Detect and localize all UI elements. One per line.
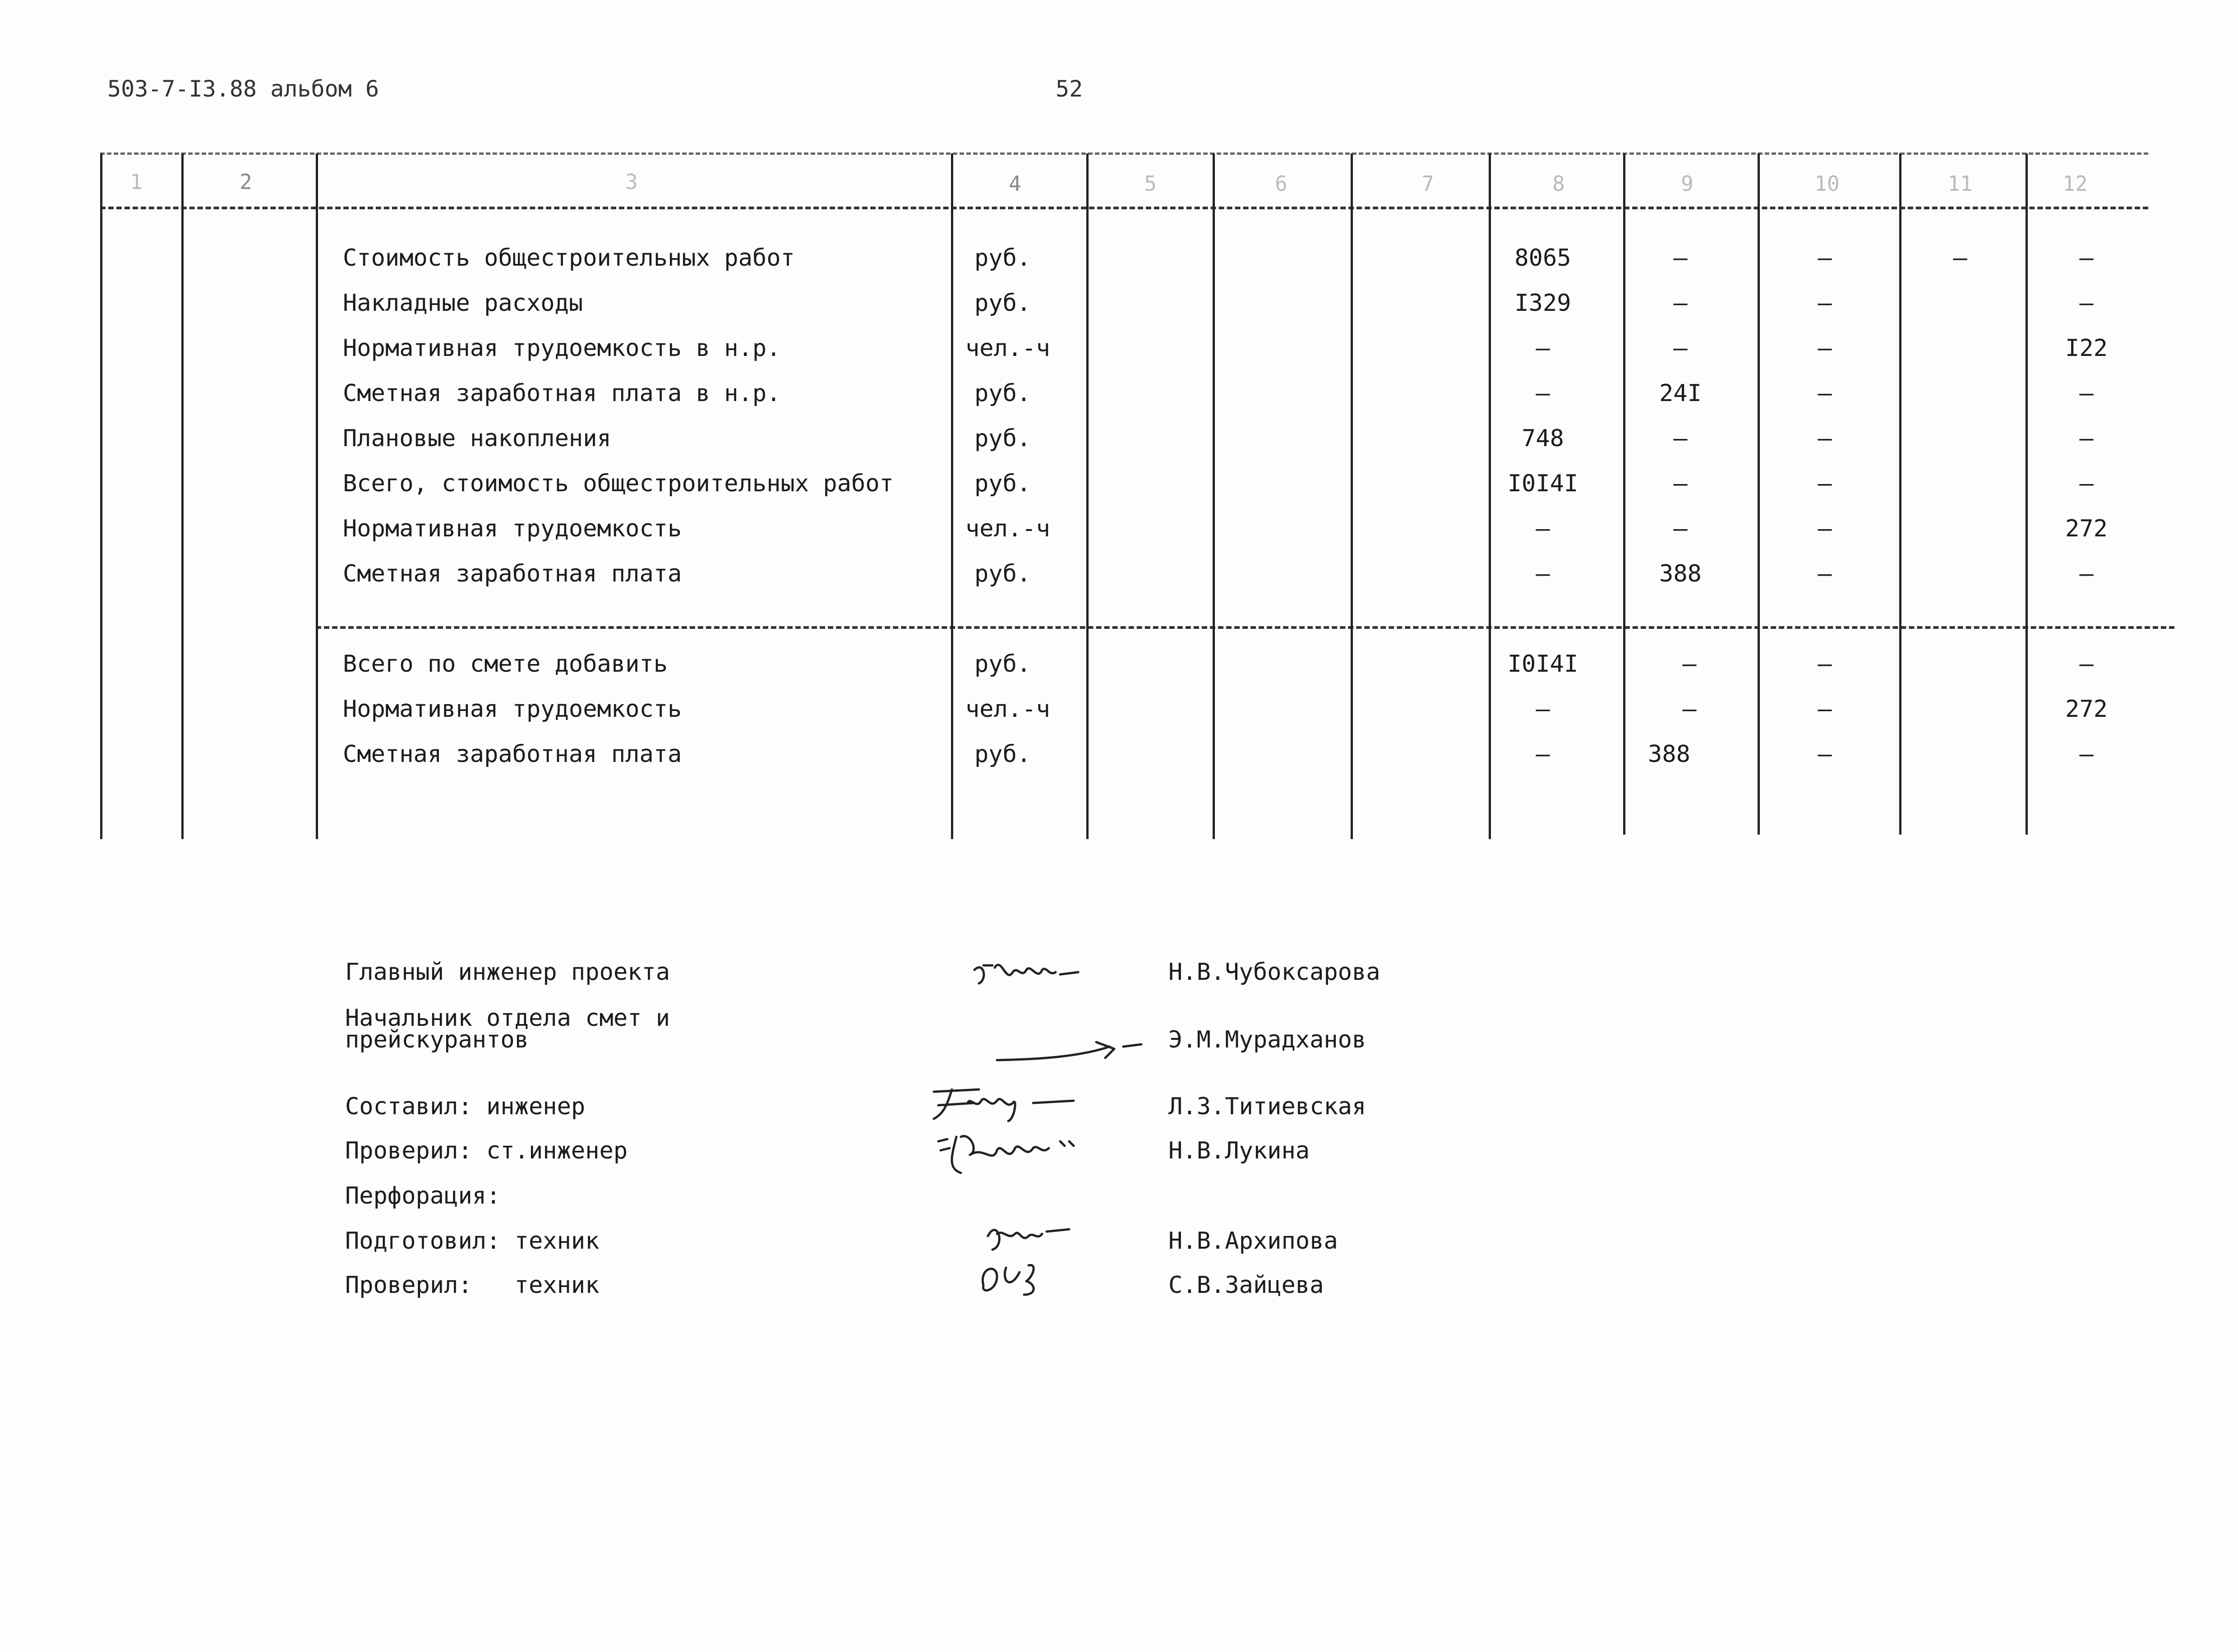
row-col10: –	[1818, 515, 1832, 542]
col-number-10: 10	[1814, 171, 1840, 196]
row-name: Накладные расходы	[343, 290, 583, 317]
signatory-role-line2: прейскурантов	[345, 1026, 529, 1053]
row-unit: руб.	[974, 425, 1031, 452]
handwritten-signature-4	[929, 1123, 1101, 1182]
row-unit: руб.	[974, 560, 1031, 587]
signatory-role: Главный инженер проекта	[345, 959, 670, 986]
row-unit: руб.	[974, 380, 1031, 407]
row-col10: –	[1818, 696, 1832, 723]
row-col8: 8065	[1514, 245, 1571, 272]
row-name: Всего по смете добавить	[343, 651, 668, 678]
row-col9: –	[1673, 290, 1688, 317]
col-line-9	[1623, 153, 1625, 835]
row-col9: 388	[1659, 560, 1702, 587]
row-col8: 748	[1522, 425, 1564, 452]
row-col12: –	[2079, 741, 2094, 768]
row-name: Нормативная трудоемкость	[343, 515, 682, 542]
signatory-name: Н.В.Лукина	[1168, 1137, 1310, 1164]
row-col9: 24I	[1659, 380, 1702, 407]
signatory-role: Начальник отдела смет и	[345, 1005, 670, 1032]
row-col12: –	[2079, 245, 2094, 272]
handwritten-signature-3	[925, 1078, 1096, 1128]
row-unit: чел.-ч	[965, 335, 1050, 362]
row-name: Нормативная трудоемкость	[343, 696, 682, 723]
row-col10: –	[1818, 560, 1832, 587]
signatory-name: Н.В.Чубоксарова	[1168, 959, 1380, 986]
document-code: 503-7-I3.88 альбом 6	[107, 76, 379, 102]
row-unit: чел.-ч	[965, 696, 1050, 723]
row-col12: 272	[2065, 515, 2108, 542]
row-name: Стоимость общестроительных работ	[343, 245, 795, 272]
signatory-role: Составил: инженер	[345, 1093, 586, 1120]
row-col10: –	[1818, 651, 1832, 678]
col-line-7	[1351, 153, 1353, 839]
col-line-4	[951, 153, 953, 839]
row-name: Сметная заработная плата в н.р.	[343, 380, 781, 407]
row-col9: –	[1673, 335, 1688, 362]
signatory-role: Перфорация:	[345, 1182, 501, 1209]
col-number-4: 4	[1009, 171, 1021, 196]
row-col12: –	[2079, 470, 2094, 497]
row-unit: руб.	[974, 741, 1031, 768]
row-name: Всего, стоимость общестроительных работ	[343, 470, 894, 497]
table-top-border	[100, 152, 2148, 155]
page-number: 52	[1056, 76, 1083, 102]
row-col8: –	[1536, 515, 1550, 542]
row-col9: –	[1682, 651, 1697, 678]
handwritten-signature-5	[970, 1209, 1096, 1299]
handwritten-signature-1	[970, 952, 1105, 1001]
signatory-role: Проверил: техник	[345, 1272, 600, 1299]
signatory-name: Н.В.Архипова	[1168, 1227, 1338, 1255]
col-line-2	[181, 153, 184, 839]
col-number-1: 1	[130, 170, 143, 194]
col-number-11: 11	[1947, 171, 1973, 196]
col-number-3: 3	[625, 170, 638, 194]
row-col11: –	[1953, 245, 1967, 272]
row-col9: –	[1673, 470, 1688, 497]
col-line-11	[1899, 153, 1901, 835]
row-col10: –	[1818, 380, 1832, 407]
handwritten-signature-2	[992, 1024, 1155, 1069]
row-col9: 388	[1648, 741, 1690, 768]
row-col10: –	[1818, 425, 1832, 452]
signatory-name: Э.М.Мурадханов	[1168, 1026, 1366, 1053]
col-line-8	[1489, 153, 1491, 839]
row-col12: –	[2079, 560, 2094, 587]
col-number-8: 8	[1552, 171, 1565, 196]
col-number-5: 5	[1144, 171, 1157, 196]
row-col10: –	[1818, 741, 1832, 768]
row-col10: –	[1818, 290, 1832, 317]
row-col10: –	[1818, 245, 1832, 272]
col-line-12	[2026, 153, 2028, 835]
row-col9: –	[1682, 696, 1697, 723]
row-col8: –	[1536, 560, 1550, 587]
row-col8: –	[1536, 741, 1550, 768]
col-number-9: 9	[1681, 171, 1693, 196]
row-col8: I0I4I	[1507, 470, 1578, 497]
col-line-5	[1086, 153, 1089, 839]
row-col12: 272	[2065, 696, 2108, 723]
row-col8: –	[1536, 335, 1550, 362]
row-col12: I22	[2065, 335, 2108, 362]
row-name: Сметная заработная плата	[343, 560, 682, 587]
row-name: Сметная заработная плата	[343, 741, 682, 768]
row-col9: –	[1673, 425, 1688, 452]
signatory-role: Подготовил: техник	[345, 1227, 600, 1255]
row-col9: –	[1673, 515, 1688, 542]
col-number-12: 12	[2063, 171, 2088, 196]
row-col8: I0I4I	[1507, 651, 1578, 678]
row-unit: руб.	[974, 470, 1031, 497]
col-number-7: 7	[1421, 171, 1434, 196]
row-col12: –	[2079, 425, 2094, 452]
row-col9: –	[1673, 245, 1688, 272]
row-col8: –	[1536, 380, 1550, 407]
col-line-1	[100, 153, 102, 839]
row-name: Нормативная трудоемкость в н.р.	[343, 335, 781, 362]
col-number-2: 2	[240, 170, 252, 194]
col-number-6: 6	[1275, 171, 1287, 196]
row-col12: –	[2079, 290, 2094, 317]
row-name: Плановые накопления	[343, 425, 611, 452]
row-unit: руб.	[974, 245, 1031, 272]
signatory-role: Проверил: ст.инженер	[345, 1137, 628, 1164]
row-col10: –	[1818, 335, 1832, 362]
row-col8: I329	[1514, 290, 1571, 317]
row-col12: –	[2079, 380, 2094, 407]
row-col8: –	[1536, 696, 1550, 723]
row-unit: руб.	[974, 290, 1031, 317]
row-col12: –	[2079, 651, 2094, 678]
section-separator	[316, 626, 2174, 629]
row-unit: чел.-ч	[965, 515, 1050, 542]
row-col10: –	[1818, 470, 1832, 497]
row-unit: руб.	[974, 651, 1031, 678]
signatory-name: Л.З.Титиевская	[1168, 1093, 1366, 1120]
col-line-6	[1213, 153, 1215, 839]
signatory-name: С.В.Зайцева	[1168, 1272, 1324, 1299]
header-separator	[100, 207, 2148, 209]
col-line-10	[1758, 153, 1760, 835]
col-line-3	[316, 153, 318, 839]
